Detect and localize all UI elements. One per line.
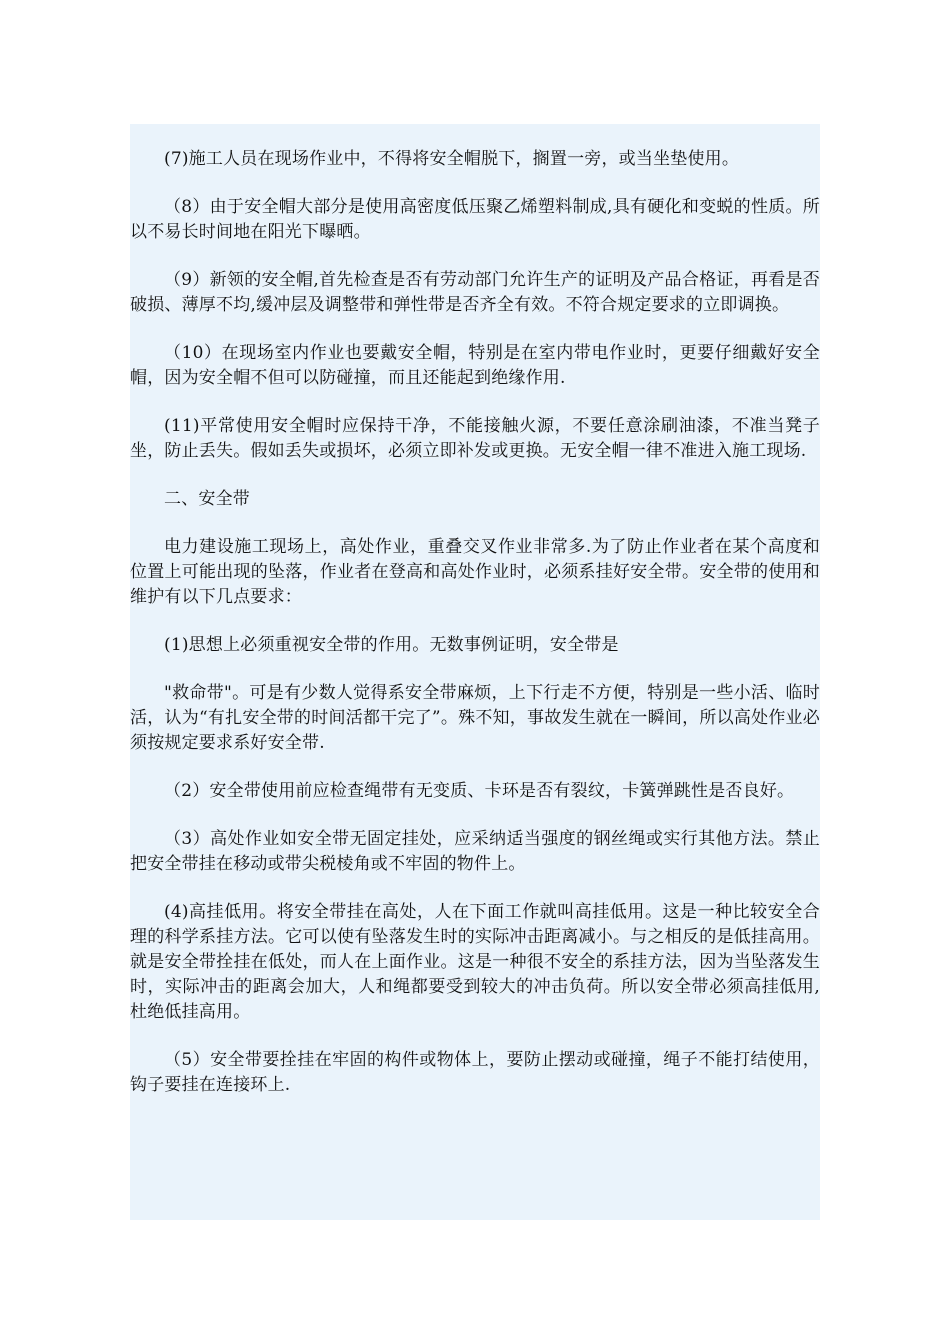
document-body [130,124,820,1220]
paragraph-2: （2）安全带使用前应检查绳带有无变质、卡环是否有裂纹，卡簧弹跳性是否良好。 [164,781,795,801]
paragraph-8: （8）由于安全帽大部分是使用高密度低压聚乙烯塑料制成,具有硬化和变蜕的性质。所以不易长时间地在阳光下曝晒。 [130,197,820,242]
paragraph-11: (11)平常使用安全帽时应保持干净，不能接触火源，不要任意涂刷油漆，不准当凳子坐，防止丢失。假如丢失或损坏，必须立即补发或更换。无安全帽一律不准进入施工现场. [130,416,820,461]
paragraph-10: （10）在现场室内作业也要戴安全帽，特别是在室内带电作业时，更要仔细戴好安全帽，因为安全帽不但可以防碰撞，而且还能起到绝缘作用. [130,343,820,388]
paragraph-9: （9）新领的安全帽,首先检查是否有劳动部门允许生产的证明及产品合格证，再看是否破损、薄厚不均,缓冲层及调整带和弹性带是否齐全有效。不符合规定要求的立即调换。 [130,270,820,315]
section-heading: 二、安全带 [164,489,250,509]
paragraph-intro: 电力建设施工现场上，高处作业，重叠交叉作业非常多.为了防止作业者在某个高度和位置上可能出现的坠落，作业者在登高和高处作业时，必须系挂好安全带。安全带的使用和维护有以下几点要求： [130,537,820,607]
paragraph-4: (4)高挂低用。将安全带挂在高处，人在下面工作就叫高挂低用。这是一种比较安全合理的科学系挂方法。它可以使有坠落发生时的实际冲击距离减小。与之相反的是低挂高用。就是安全带拴挂在低处，而人在上面作业。这是一种很不安全的系挂方法，因为当坠落发生时，实际冲击的距离会加大，人和绳都要受到较大的冲击负荷。所以安全带必须高挂低用,杜绝低挂高用。 [130,902,820,1022]
paragraph-7: (7)施工人员在现场作业中，不得将安全帽脱下，搁置一旁，或当坐垫使用。 [164,149,740,169]
paragraph-5: （5）安全带要拴挂在牢固的构件或物体上，要防止摆动或碰撞，绳子不能打结使用，钩子要挂在连接环上. [130,1050,820,1095]
paragraph-3: （3）高处作业如安全带无固定挂处，应采纳适当强度的钢丝绳或实行其他方法。禁止把安全带挂在移动或带尖税棱角或不牢固的物件上。 [130,829,820,874]
paragraph-1-start: (1)思想上必须重视安全带的作用。无数事例证明，安全带是 [164,635,619,655]
paragraph-1-continued: "救命带"。可是有少数人觉得系安全带麻烦，上下行走不方便，特别是一些小活、临时活，认为“有扎安全带的时间活都干完了”。殊不知，事故发生就在一瞬间，所以高处作业必须按规定要求系好安全带. [130,683,820,753]
